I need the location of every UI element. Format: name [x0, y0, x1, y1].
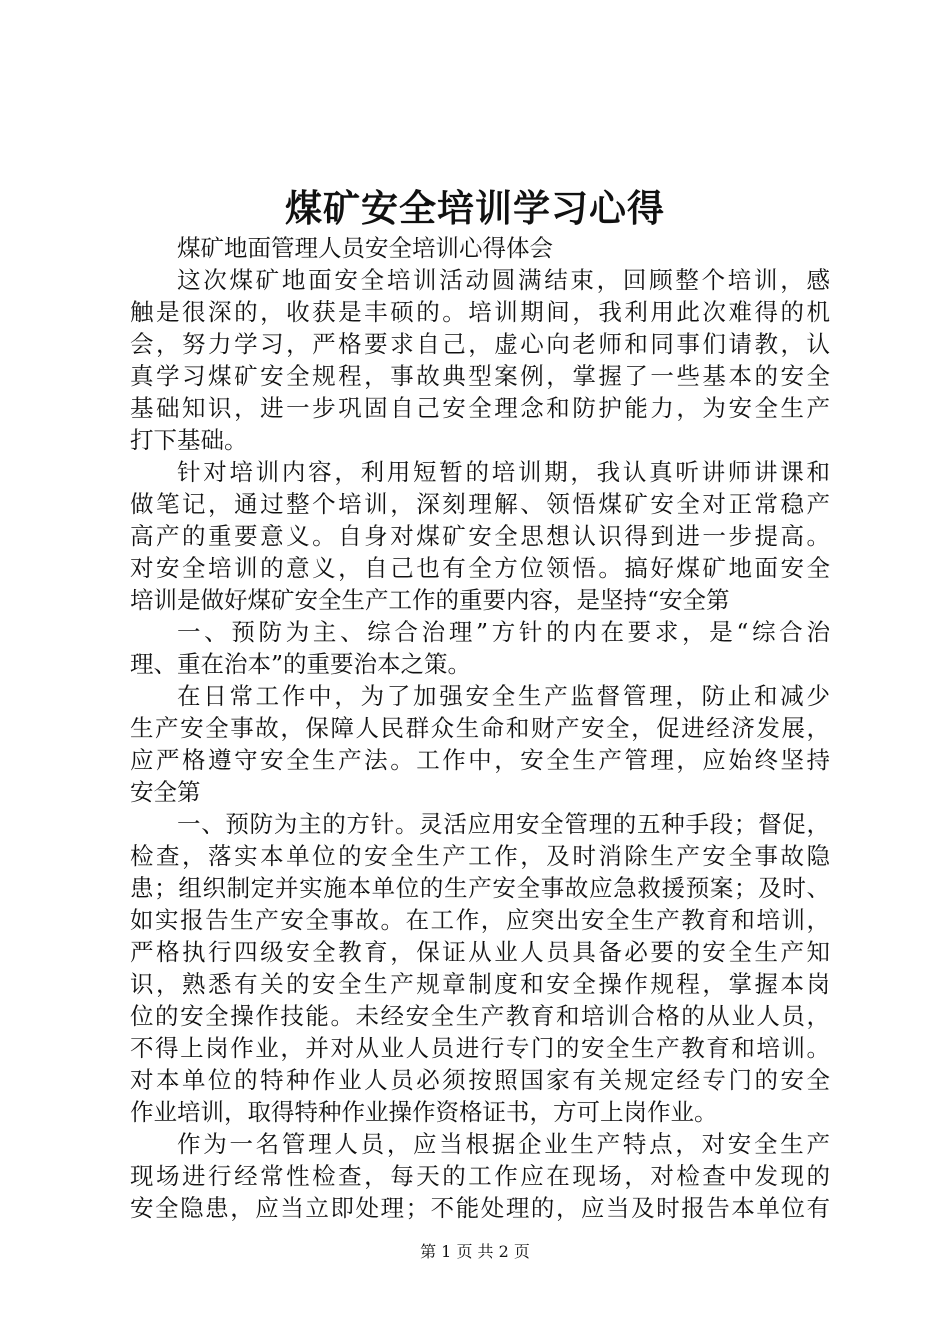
body-line: 作为一名管理人员，应当根据企业生产特点，对安全生产 [177, 1130, 830, 1158]
body-line: 安全第 [130, 778, 201, 806]
body-line: 这次煤矿地面安全培训活动圆满结束，回顾整个培训，感 [177, 266, 830, 294]
body-line: 检查，落实本单位的安全生产工作，及时消除生产安全事故隐 [130, 842, 830, 870]
body-line: 位的安全操作技能。未经安全生产教育和培训合格的从业人员， [130, 1002, 830, 1030]
body-line: 生产安全事故，保障人民群众生命和财产安全，促进经济发展， [130, 714, 830, 742]
body-line: 理、重在治本”的重要治本之策。 [130, 650, 472, 678]
body-line: 打下基础。 [130, 426, 248, 454]
body-line: 在日常工作中，为了加强安全生产监督管理，防止和减少 [177, 682, 830, 710]
body-line: 现场进行经常性检查，每天的工作应在现场，对检查中发现的 [130, 1162, 830, 1190]
body-line: 患；组织制定并实施本单位的生产安全事故应急救援预案；及时、 [130, 874, 830, 902]
document-title: 煤矿安全培训学习心得 [285, 186, 665, 230]
body-line: 煤矿地面管理人员安全培训心得体会 [177, 234, 553, 262]
body-line: 识，熟悉有关的安全生产规章制度和安全操作规程，掌握本岗 [130, 970, 830, 998]
body-line: 不得上岗作业，并对从业人员进行专门的安全生产教育和培训。 [130, 1034, 830, 1062]
body-line: 一、预防为主的方针。灵活应用安全管理的五种手段；督促， [177, 810, 830, 838]
body-line: 会，努力学习，严格要求自己，虚心向老师和同事们请教，认 [130, 330, 830, 358]
body-line: 一、预防为主、综合治理”方针的内在要求，是“综合治 [177, 618, 830, 646]
body-line: 作业培训，取得特种作业操作资格证书，方可上岗作业。 [130, 1098, 718, 1126]
body-line: 基础知识，进一步巩固自己安全理念和防护能力，为安全生产 [130, 394, 830, 422]
body-line: 触是很深的，收获是丰硕的。培训期间，我利用此次难得的机 [130, 298, 830, 326]
body-line: 严格执行四级安全教育，保证从业人员具备必要的安全生产知 [130, 938, 830, 966]
body-line: 安全隐患，应当立即处理；不能处理的，应当及时报告本单位有 [130, 1194, 830, 1222]
body-line: 高产的重要意义。自身对煤矿安全思想认识得到进一步提高。 [130, 522, 830, 550]
body-line: 应严格遵守安全生产法。工作中，安全生产管理，应始终坚持 [130, 746, 830, 774]
document-body [130, 232, 830, 1224]
body-line: 做笔记，通过整个培训，深刻理解、领悟煤矿安全对正常稳产 [130, 490, 830, 518]
body-line: 对安全培训的意义，自己也有全方位领悟。搞好煤矿地面安全 [130, 554, 830, 582]
body-line: 针对培训内容，利用短暂的培训期，我认真听讲师讲课和 [177, 458, 830, 486]
body-line: 对本单位的特种作业人员必须按照国家有关规定经专门的安全 [130, 1066, 830, 1094]
body-line: 真学习煤矿安全规程，事故典型案例，掌握了一些基本的安全 [130, 362, 830, 390]
body-line: 如实报告生产安全事故。在工作，应突出安全生产教育和培训， [130, 906, 830, 934]
page-footer: 第 1 页 共 2 页 [420, 1242, 530, 1261]
body-line: 培训是做好煤矿安全生产工作的重要内容，是坚持“安全第 [130, 586, 730, 614]
